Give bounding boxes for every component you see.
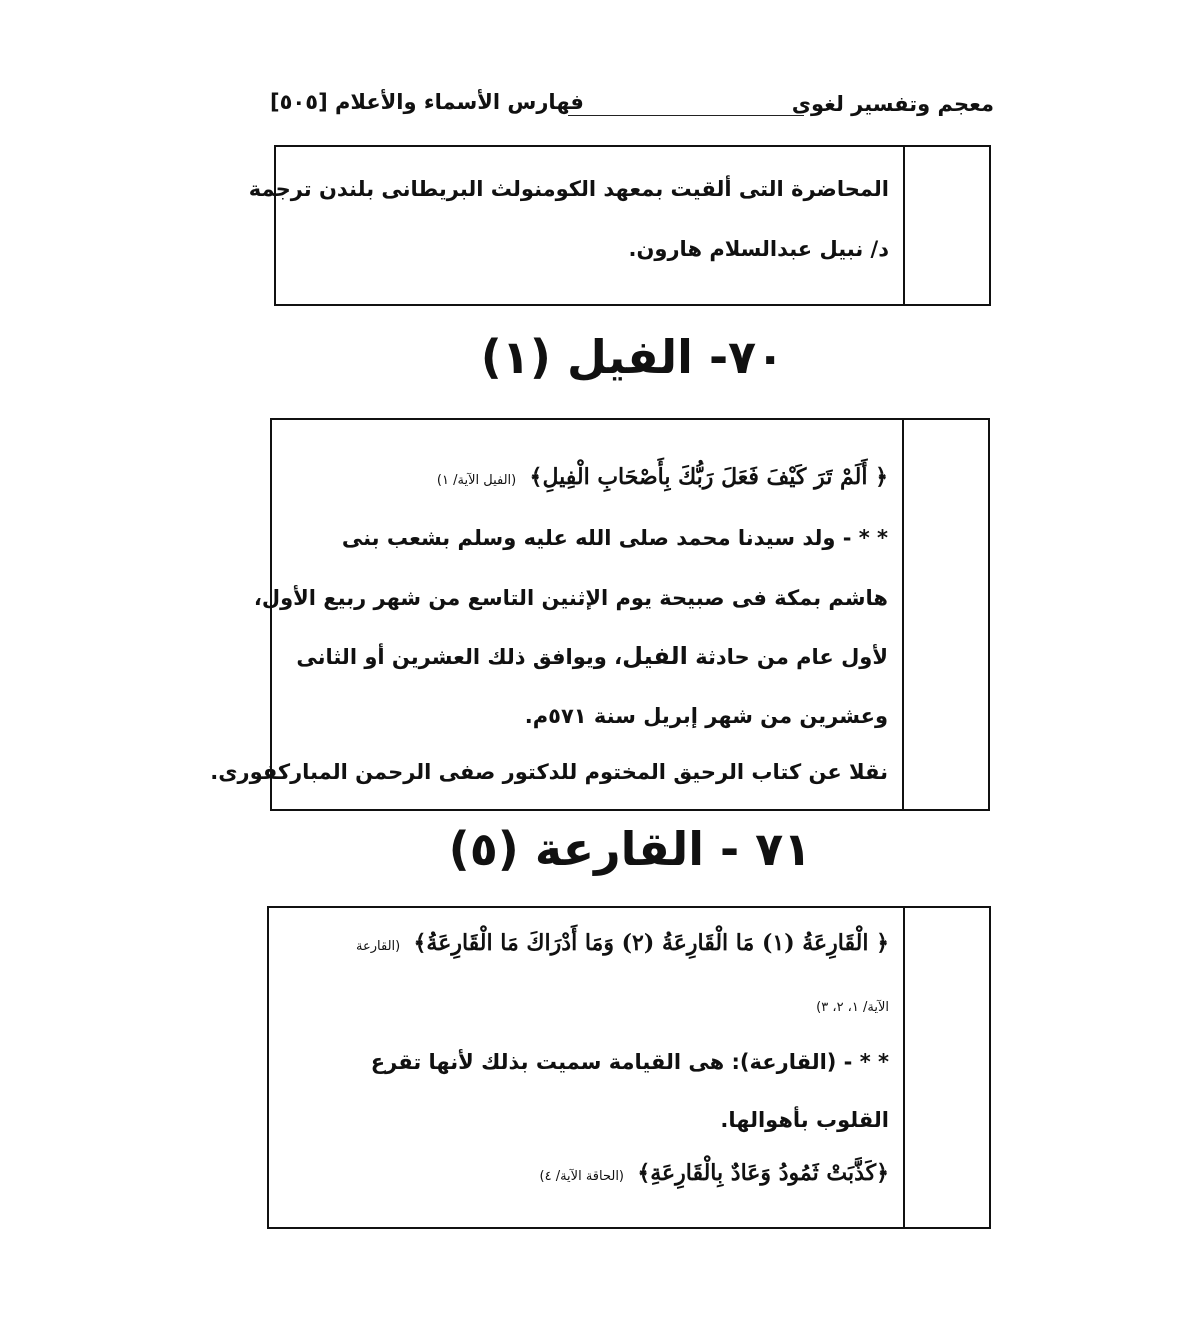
index-title-group bbox=[270, 90, 584, 114]
text-line: د/ نبيل عبدالسلام هارون. bbox=[628, 237, 889, 261]
quran-verse: ﴿كَذَّبَتْ ثَمُودُ وَعَادٌ بِالْقَارِعَةِ﴾ bbox=[637, 1160, 889, 1186]
entry-content-70 bbox=[210, 420, 888, 809]
text-fragment: ، ويوافق ذلك العشرين أو الثانى bbox=[296, 645, 623, 669]
entry-number-column bbox=[903, 147, 989, 304]
header-rule bbox=[568, 115, 804, 116]
page-number: [٥٠٥] bbox=[270, 90, 328, 114]
top-entry-content bbox=[248, 147, 889, 304]
text-line: * * - ولد سيدنا محمد صلى الله عليه وسلم بشعب بنى bbox=[341, 526, 888, 550]
entry-box-71 bbox=[267, 906, 991, 1229]
text-line: وعشرين من شهر إبريل سنة ٥٧١م. bbox=[524, 704, 888, 728]
verse-reference: (القارعة bbox=[356, 939, 401, 954]
section-title-71: ٧١ - القارعة (٥) bbox=[448, 822, 812, 876]
book-title: معجم وتفسير لغوى bbox=[791, 92, 994, 116]
verse-reference-line bbox=[281, 992, 889, 1016]
section-title-70: ٧٠- الفيل (١) bbox=[480, 330, 785, 384]
verse-reference: الآية/ ١، ٢، ٣) bbox=[816, 1000, 889, 1015]
text-line: نقلا عن كتاب الرحيق المختوم للدكتور صفى الرحمن المباركفورى. bbox=[210, 760, 888, 784]
page-header bbox=[270, 84, 994, 124]
verse-line bbox=[281, 1160, 889, 1186]
text-line: * * - (القارعة): هى القيامة سميت بذلك لأنها تقرع bbox=[370, 1050, 889, 1074]
entry-box-70 bbox=[210, 418, 990, 811]
entry-content-71 bbox=[281, 908, 889, 1227]
entry-number-column bbox=[903, 908, 989, 1227]
quran-verse: ﴿ الْقَارِعَةُ (١) مَا الْقَارِعَةُ (٢) وَمَا أَدْرَاكَ مَا الْقَارِعَةُ﴾ bbox=[413, 930, 889, 956]
verse-line bbox=[284, 464, 888, 490]
text-fragment: لأول عام من حادثة bbox=[695, 645, 888, 669]
quran-verse: ﴿ أَلَمْ تَرَ كَيْفَ فَعَلَ رَبُّكَ بِأَصْحَابِ الْفِيلِ﴾ bbox=[529, 464, 888, 490]
index-title: فهارس الأسماء والأعلام bbox=[334, 90, 584, 114]
verse-reference: (الفيل الآية/ ١) bbox=[436, 473, 517, 488]
top-entry-box bbox=[248, 145, 991, 306]
text-line: المحاضرة التى ألقيت بمعهد الكومنولث البريطانى بلندن ترجمة bbox=[248, 177, 889, 201]
text-line bbox=[284, 642, 888, 670]
emphasized-word: الفيل bbox=[622, 642, 688, 670]
verse-reference: (الحاقة الآية/ ٤) bbox=[539, 1169, 625, 1184]
entry-number-column bbox=[902, 420, 988, 809]
text-line: القلوب بأهوالها. bbox=[720, 1108, 889, 1132]
verse-line bbox=[281, 930, 889, 956]
text-line: هاشم بمكة فى صبيحة يوم الإثنين التاسع من شهر ربيع الأول، bbox=[253, 586, 888, 610]
